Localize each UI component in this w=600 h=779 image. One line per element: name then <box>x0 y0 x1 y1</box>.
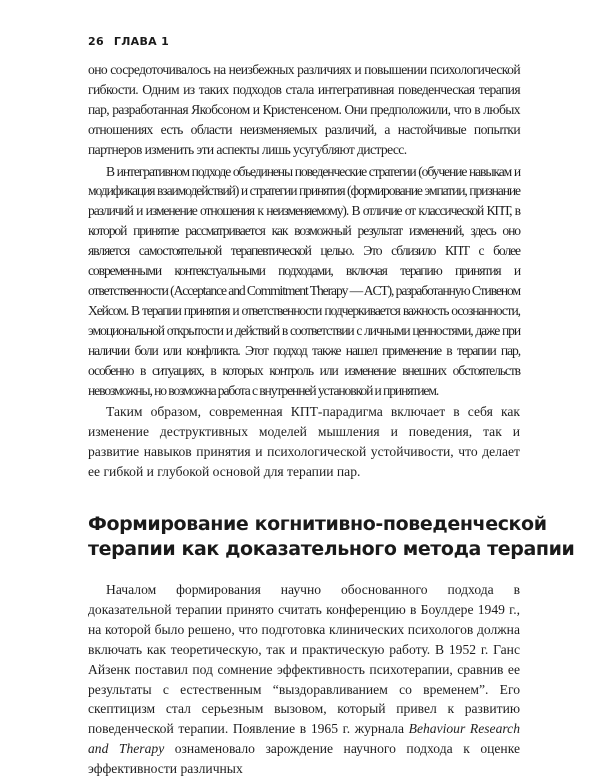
journal-title: Behaviour Research and Therapy <box>88 721 520 757</box>
section-heading-line-1: Формирование когнитивно-поведенческой <box>88 513 547 536</box>
page-number: 26 <box>88 35 104 48</box>
section-heading-line-2: терапии как доказательного метода терапии <box>88 537 575 560</box>
text-column <box>88 60 575 779</box>
running-header <box>88 35 169 48</box>
section-paragraph-text-end: ознаменовало зарождение научного подхода к оценке эффективности различных <box>88 741 520 777</box>
chapter-label: ГЛАВА 1 <box>113 35 170 48</box>
section-paragraph-text-start: Началом формирования научно обоснованного подхода в доказательной терапии принято считать конференцию в Боулдере 1949 г., на которой было решено, что подготовка клинических психологов должна включать как теоретическую, так и практическую работу. В 1952 г. Ганс Айзенк поставил под сомнение эффективность психотерапии, сравнив ее результаты с естественным “выздоравливанием со временем”. Его скептицизм стал серьезным вызовом, который привел к развитию поведенческой терапии. Появление в 1965 г. журнала <box>88 582 520 737</box>
body-paragraph-3: Таким образом, современная КПТ-парадигма включает в себя как изменение деструктивных моделей мышления и поведения, так и развитие навыков принятия и психологической устойчивости, что делает ее гибкой и глубокой основой для терапии пар. <box>88 404 520 480</box>
body-paragraph-2: В интегративном подходе объединены поведенческие стратегии (обучение навыкам и модификация взаимодействий) и стратегии принятия (формирование эмпатии, признание различий и изменение отношения к неизменяемому). В отличие от классической КПТ, в которой принятие рассматривается как возможный результат изменений, здесь оно является самостоятельной терапевтической целью. Это сблизило КПТ с более современными контекстуальными подходами, включая терапию принятия и ответственности (Acceptance and Commitment Therapy — ACT), разработанную Стивеном Хейсом. В терапии принятия и ответственности подчеркивается важность осознанности, эмоциональной открытости и действий в соответствии с личными ценностями, даже при наличии боли или конфликта. Этот подход также нашел применение в терапии пар, особенно в ситуациях, в которых контроль или изменение внешних обстоятельств невозможны, но возможна работа с внутренней установкой и принятием. <box>88 163 520 398</box>
section-heading <box>88 512 575 561</box>
body-paragraph-1: оно сосредоточивалось на неизбежных различиях и повышении психологической гибкости. Одним из таких подходов стала интегративная поведенческая терапия пар, разработанная Якобсоном и Кристенсеном. Они предположили, что в любых отношениях есть области неизменяемых различий, а настойчивые попытки партнеров изменить эти аспекты лишь усугубляют дистресс. <box>88 62 520 157</box>
section-paragraph <box>88 580 520 779</box>
